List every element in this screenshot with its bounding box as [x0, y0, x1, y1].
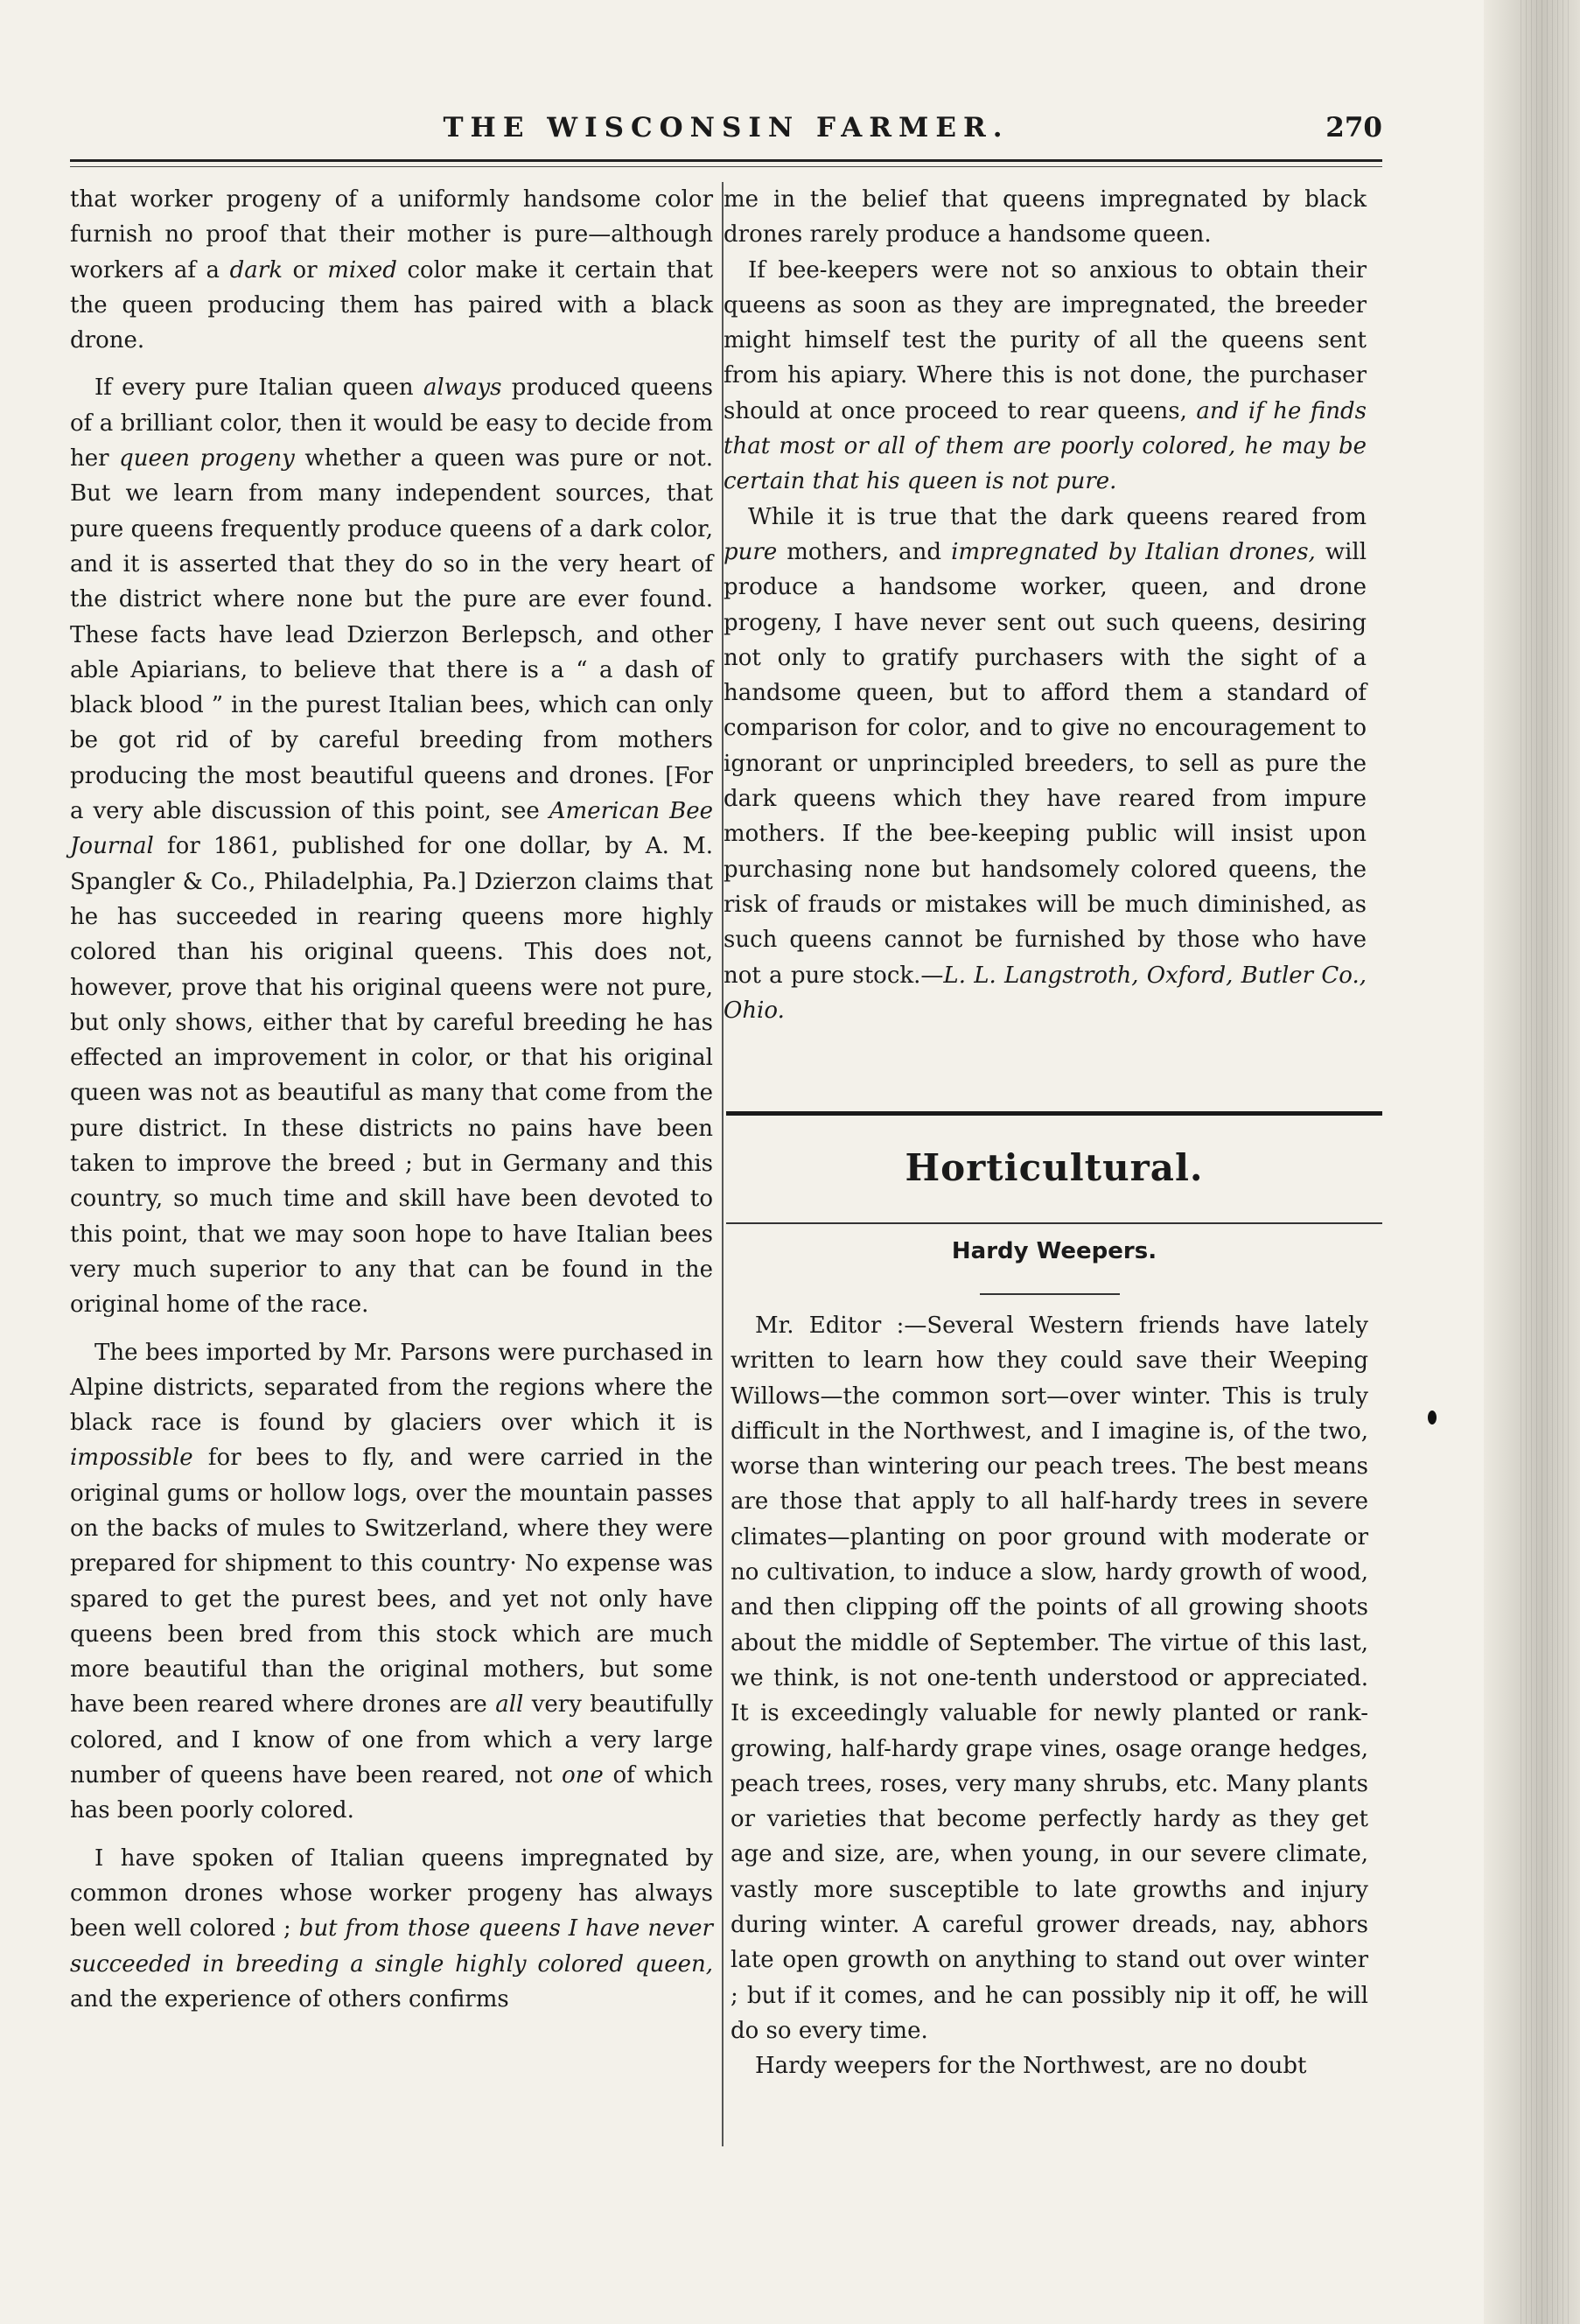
paragraph: I have spoken of Italian queens impregnated by common drones whose worker progeny has always been well colored ; but from those queens I have never succeeded in breeding a single highly colored queen, and the experience of others confirms	[70, 1844, 713, 2012]
page-edge-lines	[1521, 0, 1573, 2324]
author-signature: L. L. Langstroth, Oxford, Butler Co., Ohio.	[724, 962, 1367, 1024]
section-rule	[726, 1111, 1382, 1116]
paragraph: that worker progeny of a uniformly handsome color furnish no proof that their mother is pure—although workers af a dark or mixed color make it certain that the queen producing them has paired with a black drone.	[70, 186, 713, 354]
paragraph: Hardy weepers for the Northwest, are no doubt	[755, 2053, 1307, 2080]
paragraph: While it is true that the dark queens reared from pure mothers, and impregnated by Italian drones, will produce a handsome worker, queen, and drone progeny, I have never sent out such queens, desiring not only to gratify purchasers with the sight of a handsome queen, but to afford them a standard of comparison for color, and to give no encouragement to ignorant or unprincipled breeders, to sell as pure the dark queens which they have reared from impure mothers. If the bee-keeping public will insist upon purchasing none but handsomely colored queens, the risk of frauds or mistakes will be much diminished, as such queens cannot be furnished by those who have not a pure stock.—L. L. Langstroth, Oxford, Butler Co., Ohio.	[724, 503, 1367, 1024]
ink-spot	[1428, 1410, 1437, 1424]
paragraph: If every pure Italian queen always produced queens of a brilliant color, then it would be easy to decide from her queen progeny whether a queen was pure or not. But we learn from many independent sources, that pure queens frequently produce queens of a dark color, and it is asserted that they do so in the very heart of the district where none but the pure are ever found. These facts have lead Dzierzon Berlepsch, and other able Apiarians, to believe that there is a “ a dash of black blood ” in the purest Italian bees, which can only be got rid of by careful breeding from mothers producing the most beautiful queens and drones. [For a very able discussion of this point, see American Bee Journal for 1861, published for one dollar, by A. M. Spangler & Co., Philadelphia, Pa.] Dzierzon claims that he has succeeded in rearing queens more highly colored than his original queens. This does not, however, prove that his original queens were not pure, but only shows, either that by careful breeding he has effected an improvement in color, or that his original queen was not as beautiful as many that come from the pure district. In these districts no pains have been taken to improve the breed ; but in Germany and this country, so much time and skill have been devoted to this point, that we may soon hope to have Italian bees very much superior to any that can be found in the original home of the race.	[70, 374, 714, 1319]
section-rule-thin	[726, 1222, 1382, 1224]
article-rule	[980, 1293, 1120, 1295]
header-rule	[70, 159, 1382, 162]
running-title: THE WISCONSIN FARMER.	[443, 112, 1010, 144]
right-column-top	[724, 182, 1367, 1028]
page-header	[70, 112, 1382, 147]
paragraph: If bee-keepers were not so anxious to obtain their queens as soon as they are impregnated, the breeder might himself test the purity of all the queens sent from his apiary. Where this is not done, the purchaser should at once proceed to rear queens, and if he finds that most or all of them are poorly colored, he may be certain that his queen is not pure.	[724, 256, 1367, 495]
section-title: Horticultural.	[905, 1146, 1204, 1189]
paragraph: The bees imported by Mr. Parsons were purchased in Alpine districts, separated from the regions where the black race is found by glaciers over which it is impossible for bees to fly, and were carried in the original gums or hollow logs, over the mountain passes on the backs of mules to Switzerland, where they were prepared for shipment to this country· No expense was spared to get the purest bees, and yet not only have queens been bred from this stock which are much more beautiful than the original mothers, but some have been reared where drones are all very beautifully colored, and I know of one from which a very large number of queens have been reared, not one of which has been poorly colored.	[70, 1339, 713, 1824]
paragraph: me in the belief that queens impregnated by black drones rarely produce a handsome queen.	[724, 186, 1367, 248]
paragraph: Mr. Editor :—Several Western friends have lately written to learn how they could save their Weeping Willows—the common sort—over winter. This is truly difficult in the Northwest, and I imagine is, of the two, worse than wintering our peach trees. The best means are those that apply to all half-hardy trees in severe climates—planting on poor ground with moderate or no cultivation, to induce a slow, hardy growth of wood, and then clipping off the points of all growing shoots about the middle of September. The virtue of this last, we think, is not one-tenth understood or appreciated. It is exceedingly valuable for newly planted or rank-growing, half-hardy grape vines, osage orange hedges, peach trees, roses, very many shrubs, etc. Many plants or varieties that become perfectly hardy as they get age and size, are, when young, in our severe climate, vastly more susceptible to late growths and injury during winter. A careful grower dreads, nay, abhors late open growth on anything to stand out over winter ; but if it comes, and he can possibly nip it off, he will do so every time.	[731, 1312, 1368, 2044]
right-column-bottom	[731, 1308, 1368, 2084]
header-rule-thin	[70, 166, 1382, 167]
article-title: Hardy Weepers.	[951, 1238, 1157, 1264]
page-number: 270	[1325, 112, 1382, 144]
left-column	[70, 182, 713, 2017]
